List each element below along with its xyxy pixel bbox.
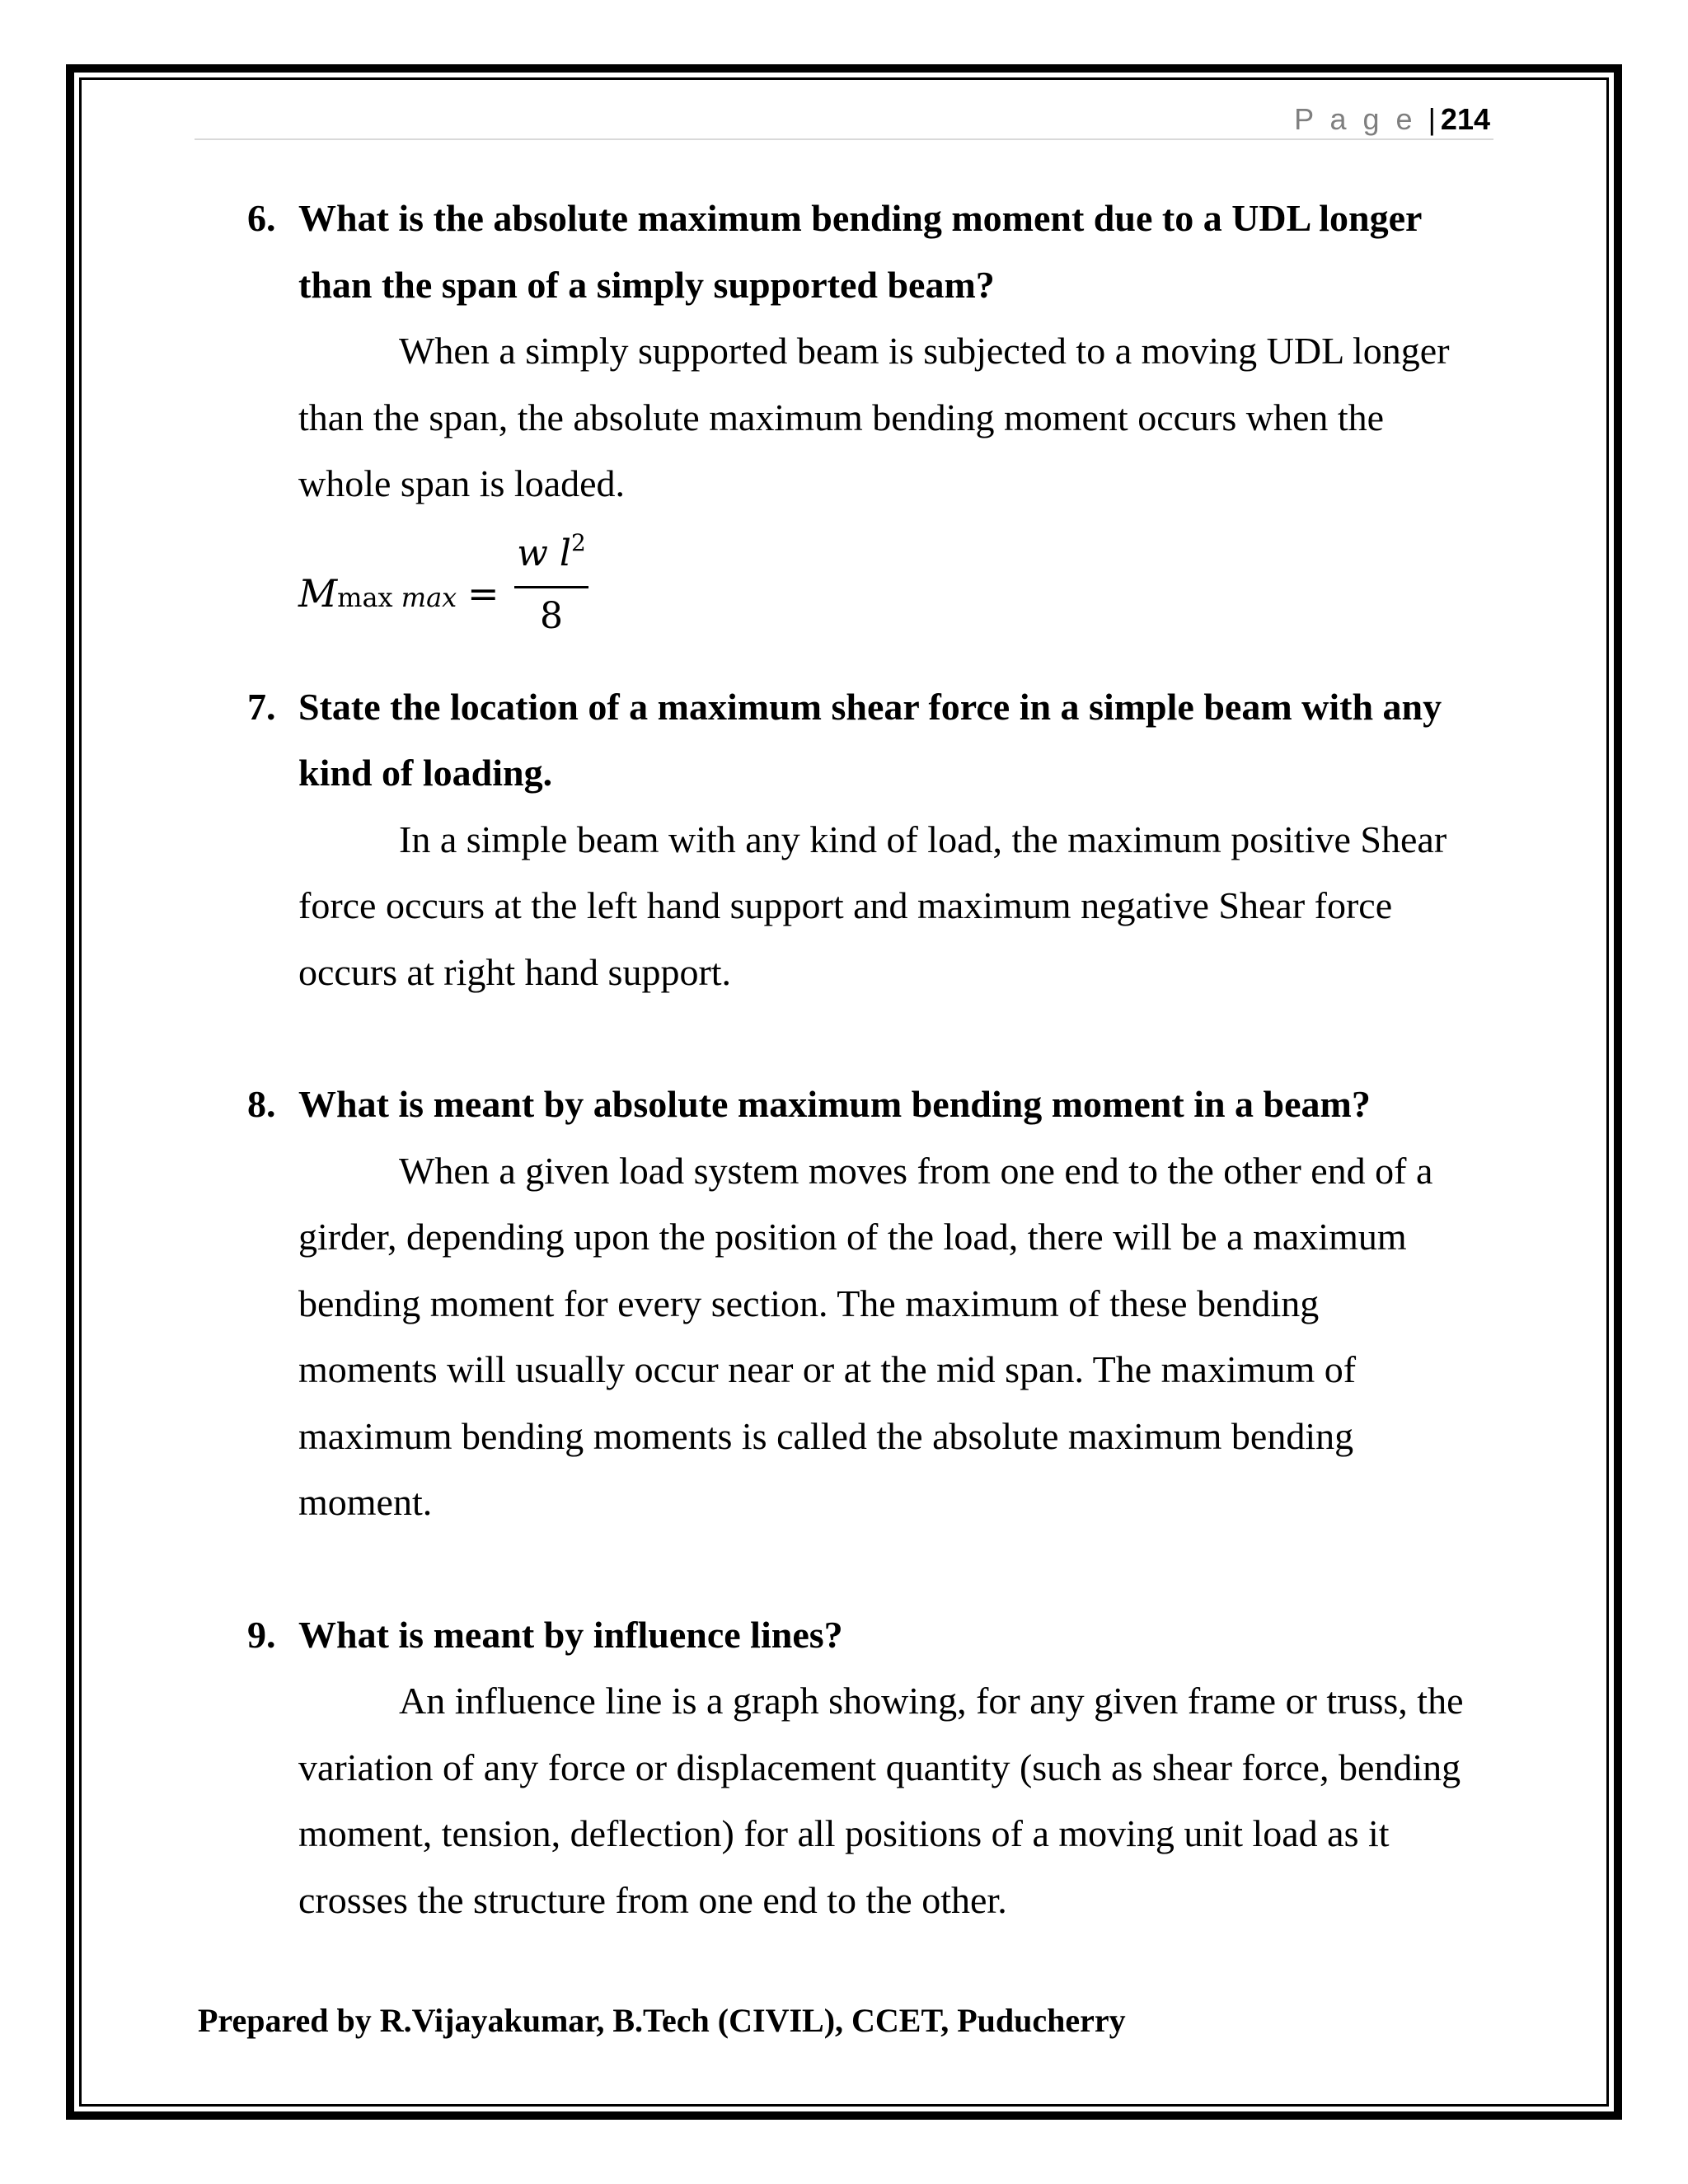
answer-line: When a given load system moves from one end to the other end of a	[399, 1149, 1433, 1192]
question-7	[247, 674, 1500, 807]
answer-6	[298, 318, 1500, 518]
page-footer: Prepared by R.Vijayakumar, B.Tech (CIVIL), CCET, Puducherry	[198, 2002, 1126, 2039]
answer-8	[298, 1138, 1500, 1536]
formula-numerator: w $l^2$	[517, 528, 586, 574]
page-header	[1294, 102, 1490, 137]
question-line: kind of loading.	[298, 752, 553, 794]
answer-line: In a simple beam with any kind of load, the maximum positive Shear	[399, 818, 1447, 860]
header-rule	[195, 138, 1493, 140]
question-number: 7.	[247, 685, 276, 728]
answer-9	[298, 1668, 1500, 1933]
answer-line: bending moment for every section. The maximum of these bending	[298, 1282, 1320, 1324]
formula-denominator: 8	[540, 594, 563, 637]
question-number: 8.	[247, 1083, 276, 1125]
answer-line: moments will usually occur near or at the mid span. The maximum of	[298, 1348, 1357, 1390]
question-line: What is meant by absolute maximum bending moment in a beam?	[298, 1083, 1371, 1125]
formula-max-moment	[298, 518, 1500, 674]
page-separator: |	[1428, 102, 1436, 136]
question-6	[247, 185, 1500, 318]
formula-lhs	[298, 569, 457, 622]
formula-fraction	[514, 518, 588, 640]
answer-line: than the span, the absolute maximum bending moment occurs when the	[298, 396, 1385, 438]
question-line: What is the absolute maximum bending moment due to a UDL longer	[298, 197, 1423, 239]
answer-line: force occurs at the left hand support and maximum negative Shear force	[298, 884, 1393, 926]
answer-line: moment.	[298, 1481, 433, 1523]
answer-line: whole span is loaded.	[298, 462, 626, 504]
page-label: P a g e	[1294, 102, 1417, 136]
answer-7	[298, 807, 1500, 1006]
answer-line: crosses the structure from one end to the other.	[298, 1878, 1007, 1921]
question-line: State the location of a maximum shear force in a simple beam with any	[298, 685, 1442, 728]
question-number: 6.	[247, 197, 276, 239]
formula-sub-max-italic: max	[401, 581, 457, 613]
answer-line: maximum bending moments is called the absolute maximum bending	[298, 1414, 1354, 1457]
page-number: 214	[1440, 102, 1490, 136]
question-line: than the span of a simply supported beam?	[298, 263, 995, 306]
answer-line: girder, depending upon the position of the load, there will be a maximum	[298, 1216, 1407, 1258]
answer-line: An influence line is a graph showing, for any given frame or truss, the	[399, 1680, 1464, 1722]
formula-equals: =	[467, 570, 499, 616]
answer-line: When a simply supported beam is subjected to a moving UDL longer	[399, 330, 1450, 372]
page-content	[247, 185, 1500, 1933]
question-number: 9.	[247, 1613, 276, 1656]
question-9	[247, 1602, 1500, 1669]
formula-sub-max: max	[337, 581, 393, 613]
formula-symbol-m: M	[298, 570, 338, 616]
answer-line: moment, tension, deflection) for all positions of a moving unit load as it	[298, 1812, 1390, 1854]
question-8	[247, 1071, 1500, 1138]
fraction-bar	[514, 586, 588, 588]
question-line: What is meant by influence lines?	[298, 1613, 843, 1656]
answer-line: variation of any force or displacement quantity (such as shear force, bending	[298, 1746, 1461, 1788]
answer-line: occurs at right hand support.	[298, 950, 732, 993]
